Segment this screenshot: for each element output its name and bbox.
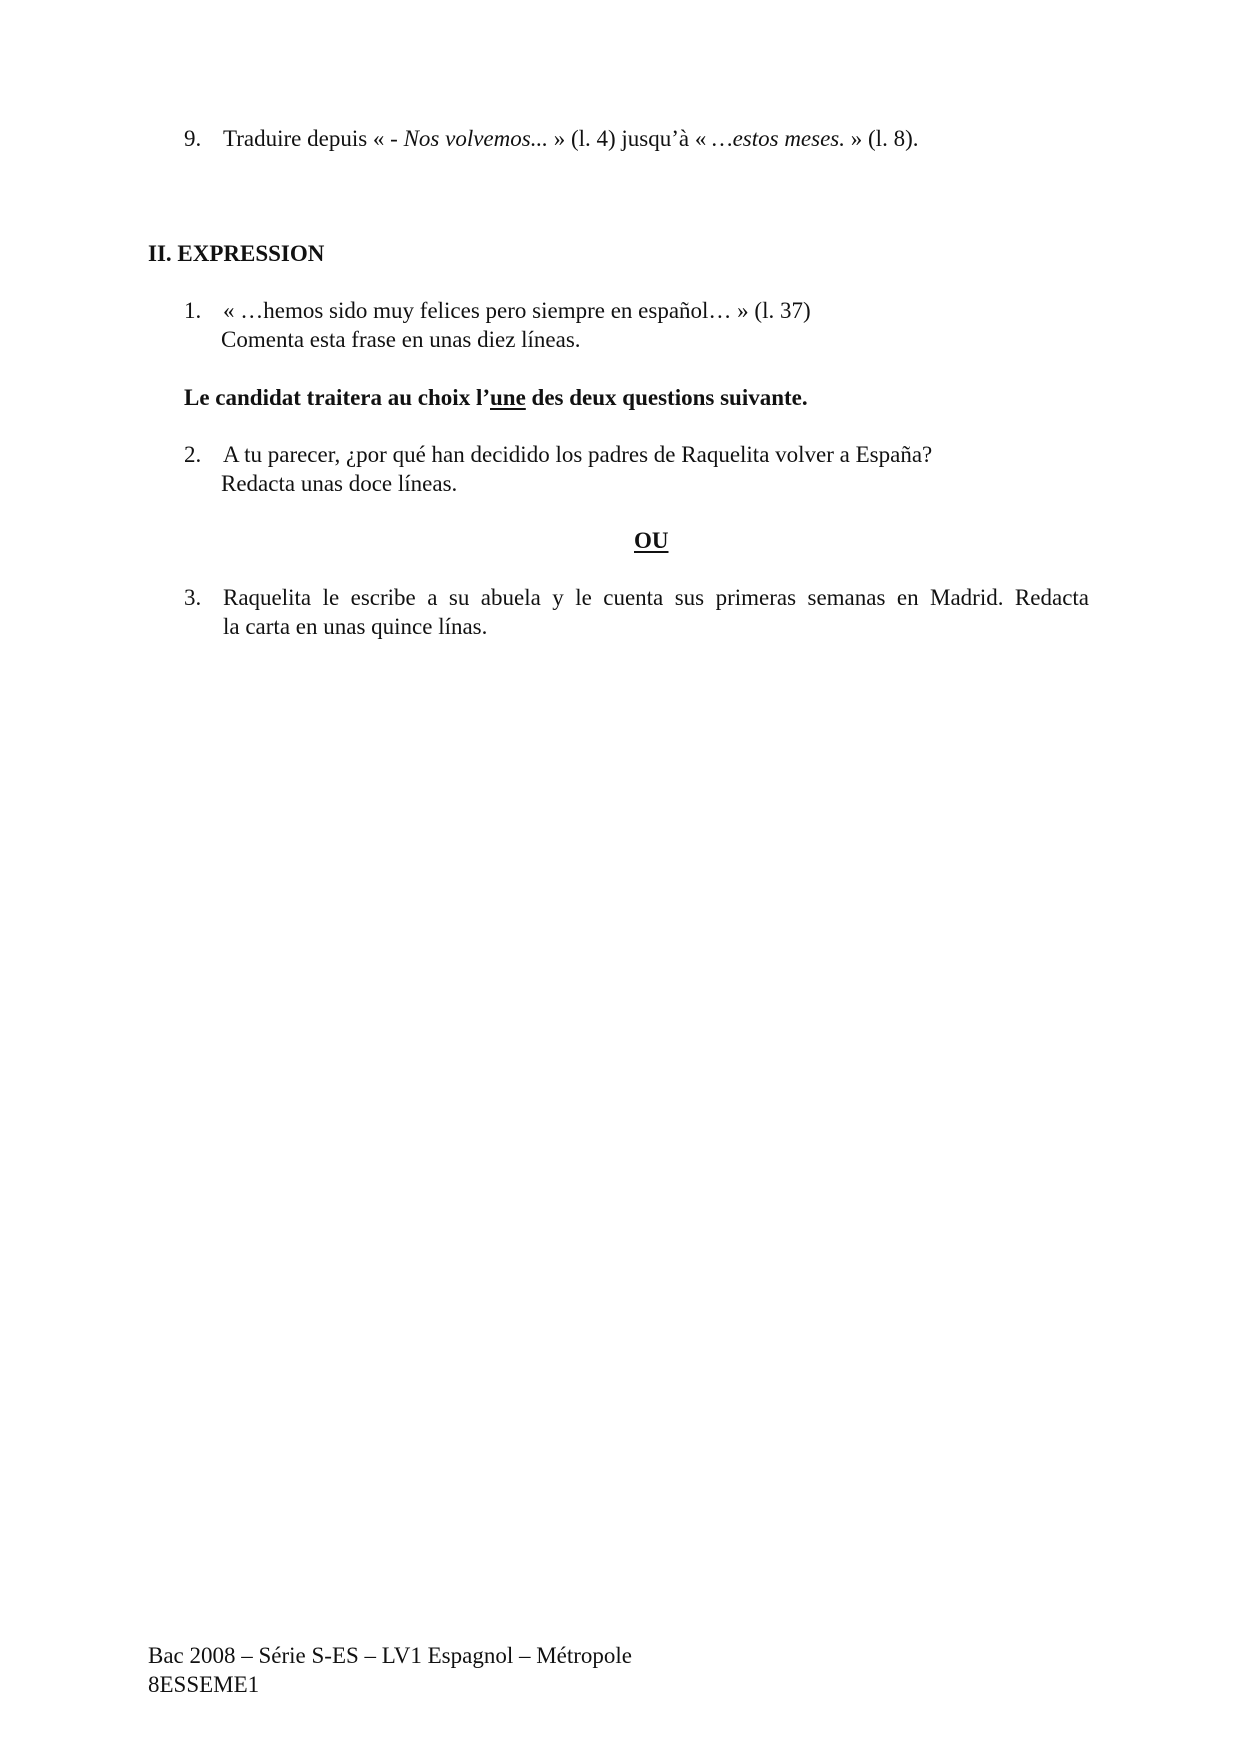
question-text-pre: Traduire depuis « -: [223, 126, 404, 151]
question-line: Comenta esta frase en unas diez líneas.: [221, 327, 581, 352]
question-line: la carta en unas quince línas.: [223, 614, 488, 639]
question-text-post: » (l. 8).: [845, 126, 919, 151]
question-number: 1.: [184, 298, 202, 323]
instruction-post: des deux questions suivante.: [525, 385, 808, 410]
footer-exam-code: 8ESSEME1: [148, 1672, 260, 1697]
question-line: Raquelita le escribe a su abuela y le cuenta sus primeras semanas en Madrid. Redacta: [223, 585, 1089, 610]
question-text: [223, 124, 918, 153]
or-separator: OU: [634, 528, 669, 553]
question-line: Redacta unas doce líneas.: [221, 471, 458, 496]
choice-instruction: [184, 383, 808, 412]
question-line: « …hemos sido muy felices pero siempre en español… » (l. 37): [223, 298, 811, 323]
instruction-pre: Le candidat traitera au choix l’: [184, 385, 490, 410]
question-number: 2.: [184, 442, 202, 467]
footer-exam-title: Bac 2008 – Série S-ES – LV1 Espagnol – Métropole: [148, 1643, 633, 1668]
quote-end: …estos meses.: [712, 126, 846, 151]
question-number: 3.: [184, 585, 202, 610]
instruction-underlined: une: [490, 385, 526, 410]
quote-start: Nos volvemos...: [403, 126, 548, 151]
question-text-mid: » (l. 4) jusqu’à «: [547, 126, 713, 151]
section-heading: II. EXPRESSION: [148, 241, 325, 266]
question-line: A tu parecer, ¿por qué han decidido los padres de Raquelita volver a España?: [223, 442, 933, 467]
question-number: 9.: [184, 126, 202, 151]
